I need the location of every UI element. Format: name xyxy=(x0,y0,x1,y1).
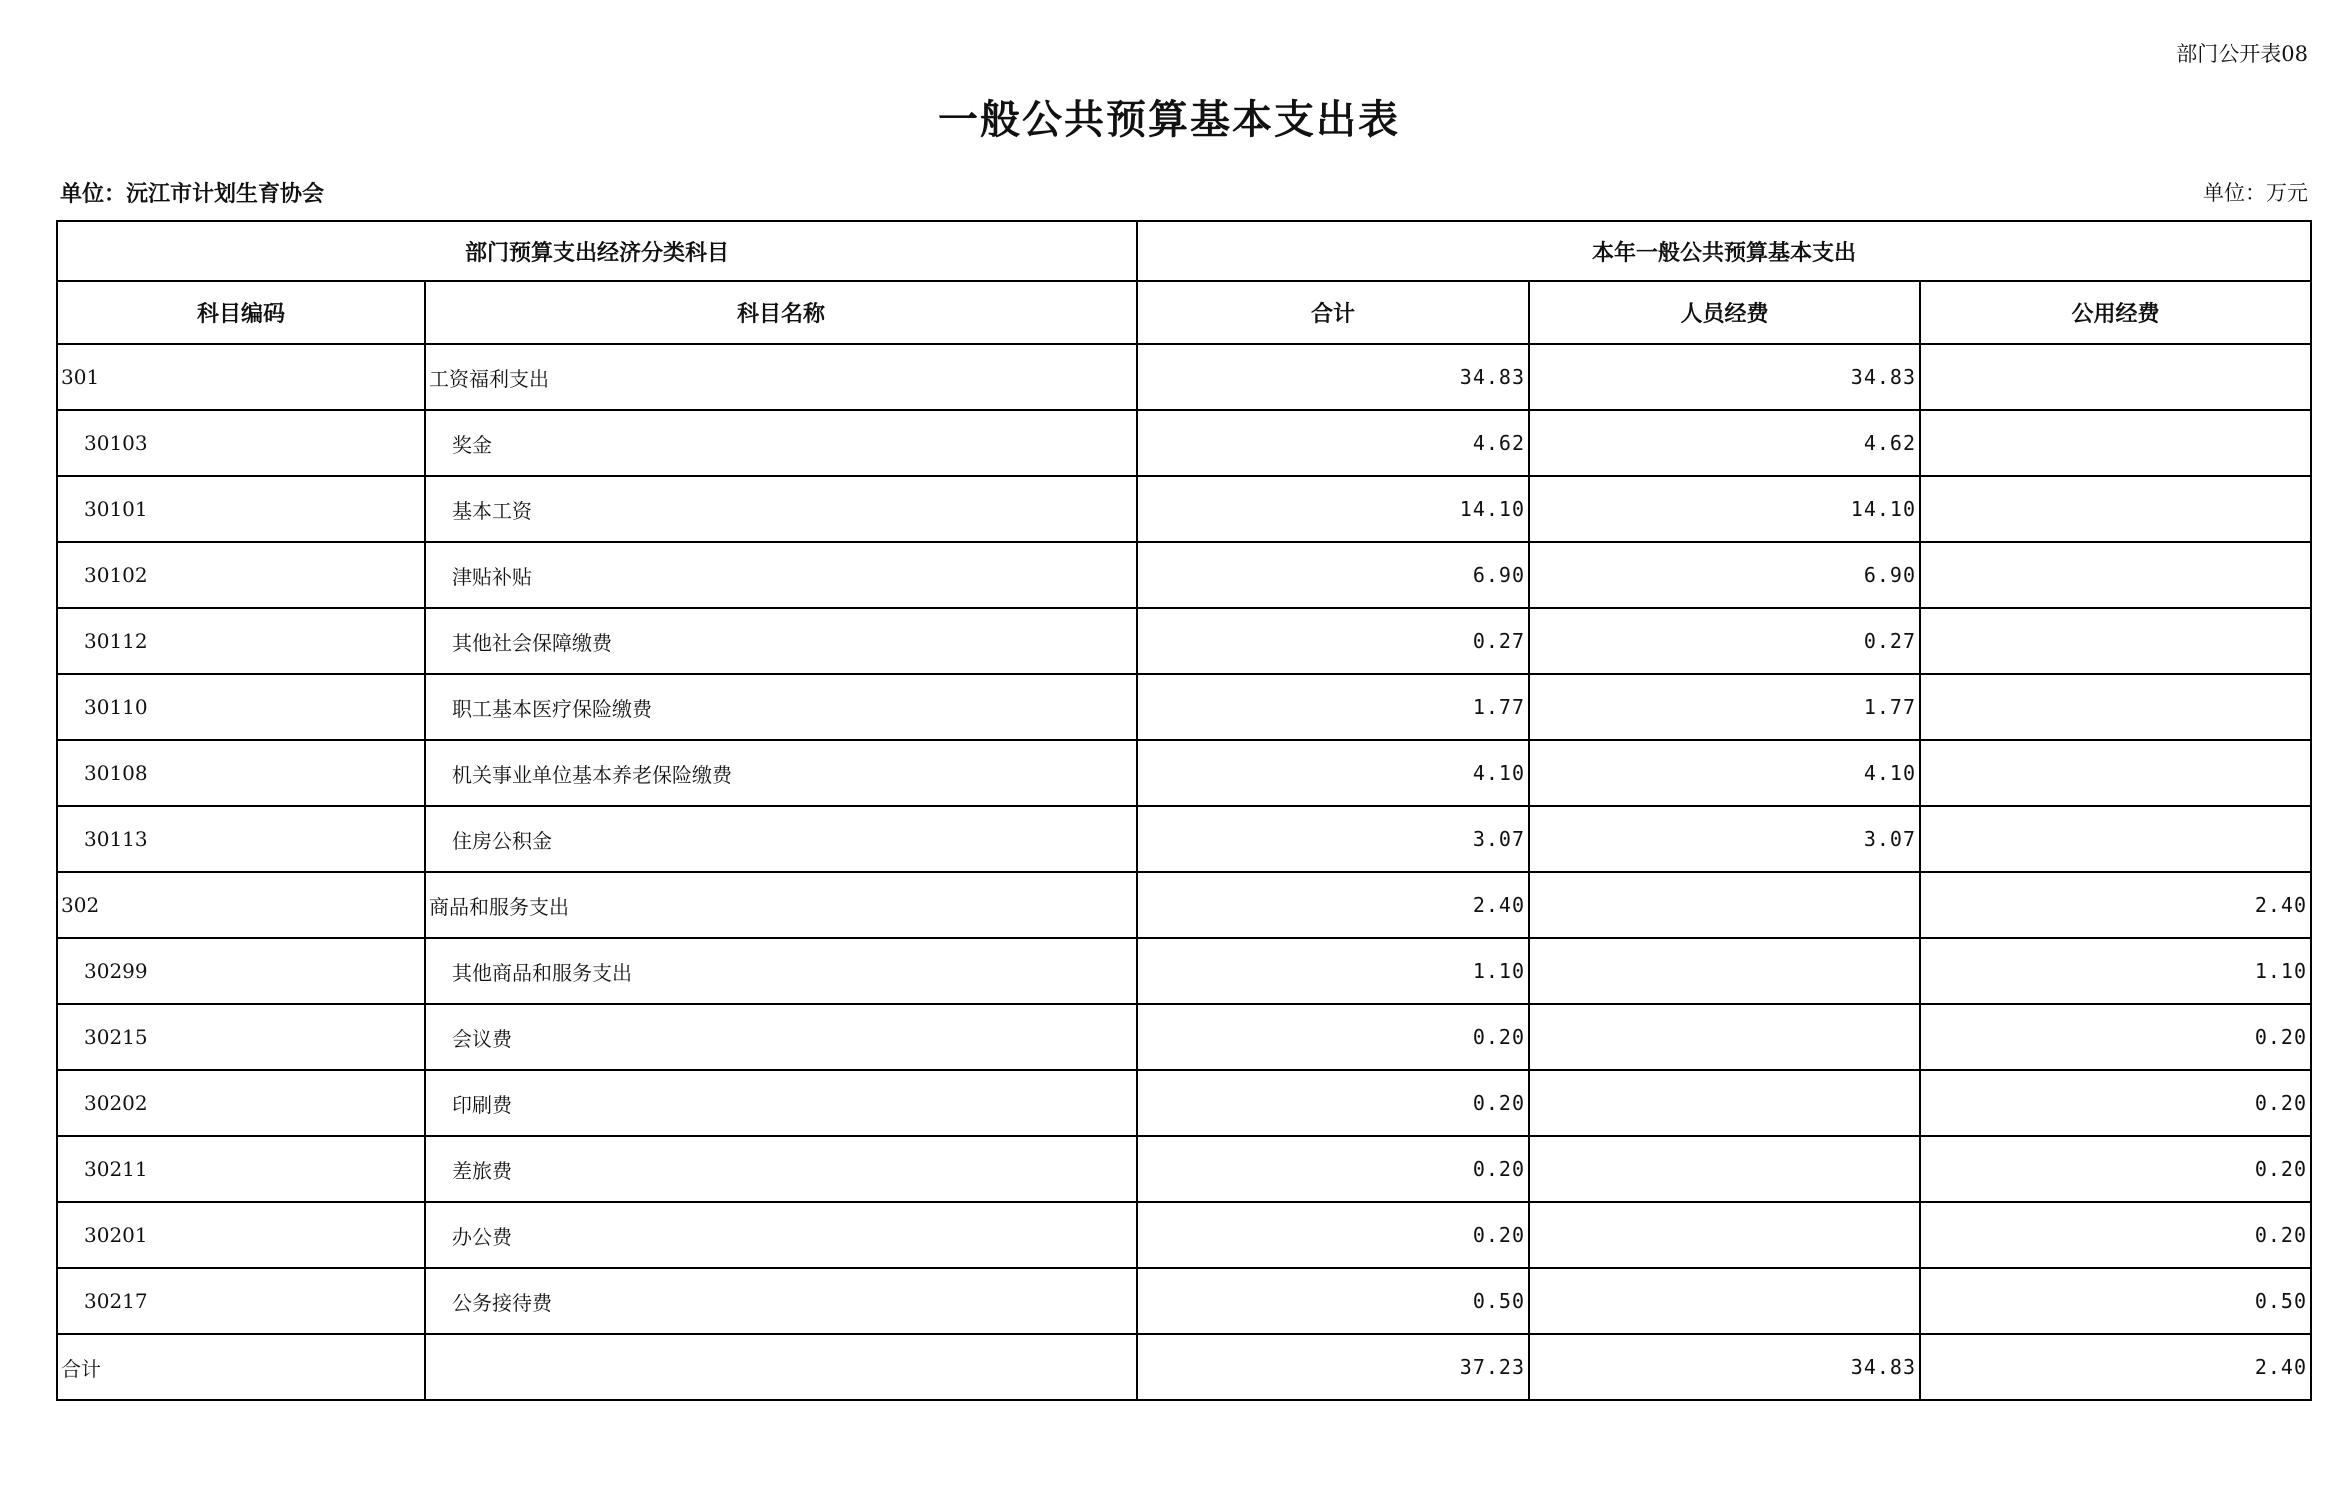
public-cell: 0.20 xyxy=(1920,1202,2311,1268)
name-cell: 印刷费 xyxy=(425,1070,1137,1136)
name-cell: 津贴补贴 xyxy=(425,542,1137,608)
code-cell: 30101 xyxy=(57,476,425,542)
code-cell: 30112 xyxy=(57,608,425,674)
code-cell: 合计 xyxy=(57,1334,425,1400)
column-header-personnel: 人员经费 xyxy=(1529,281,1920,344)
column-header-code: 科目编码 xyxy=(57,281,425,344)
table-row xyxy=(57,806,2311,872)
code-cell: 30113 xyxy=(57,806,425,872)
personnel-cell xyxy=(1529,1202,1920,1268)
total-cell: 0.50 xyxy=(1137,1268,1529,1334)
code-cell: 30110 xyxy=(57,674,425,740)
name-cell: 其他商品和服务支出 xyxy=(425,938,1137,1004)
table-row xyxy=(57,1334,2311,1400)
public-cell xyxy=(1920,806,2311,872)
public-cell xyxy=(1920,476,2311,542)
total-cell: 6.90 xyxy=(1137,542,1529,608)
public-cell: 1.10 xyxy=(1920,938,2311,1004)
name-cell: 住房公积金 xyxy=(425,806,1137,872)
name-cell: 公务接待费 xyxy=(425,1268,1137,1334)
table-row xyxy=(57,1136,2311,1202)
table-row xyxy=(57,608,2311,674)
public-cell xyxy=(1920,410,2311,476)
code-cell: 30201 xyxy=(57,1202,425,1268)
table-row xyxy=(57,674,2311,740)
page-title: 一般公共预算基本支出表 xyxy=(938,97,1400,143)
code-cell: 30217 xyxy=(57,1268,425,1334)
table-row xyxy=(57,1268,2311,1334)
unit-currency: 单位：万元 xyxy=(2203,181,2308,205)
personnel-cell: 3.07 xyxy=(1529,806,1920,872)
public-cell: 2.40 xyxy=(1920,872,2311,938)
table-row xyxy=(57,344,2311,410)
total-cell: 0.20 xyxy=(1137,1202,1529,1268)
public-cell: 0.20 xyxy=(1920,1004,2311,1070)
table-row xyxy=(57,1202,2311,1268)
public-cell: 0.50 xyxy=(1920,1268,2311,1334)
budget-table xyxy=(56,220,2312,1401)
name-cell: 职工基本医疗保险缴费 xyxy=(425,674,1137,740)
public-cell: 0.20 xyxy=(1920,1070,2311,1136)
total-cell: 1.77 xyxy=(1137,674,1529,740)
code-cell: 301 xyxy=(57,344,425,410)
table-row xyxy=(57,938,2311,1004)
public-cell xyxy=(1920,344,2311,410)
total-cell: 0.20 xyxy=(1137,1136,1529,1202)
personnel-cell xyxy=(1529,872,1920,938)
personnel-cell: 1.77 xyxy=(1529,674,1920,740)
public-cell xyxy=(1920,542,2311,608)
public-cell xyxy=(1920,608,2311,674)
total-cell: 1.10 xyxy=(1137,938,1529,1004)
total-cell: 34.83 xyxy=(1137,344,1529,410)
group-header-basic-expenditure: 本年一般公共预算基本支出 xyxy=(1137,221,2311,281)
personnel-cell xyxy=(1529,1268,1920,1334)
name-cell: 工资福利支出 xyxy=(425,344,1137,410)
public-cell: 2.40 xyxy=(1920,1334,2311,1400)
code-cell: 30102 xyxy=(57,542,425,608)
public-cell xyxy=(1920,740,2311,806)
personnel-cell: 4.10 xyxy=(1529,740,1920,806)
code-cell: 30215 xyxy=(57,1004,425,1070)
name-cell: 会议费 xyxy=(425,1004,1137,1070)
table-row xyxy=(57,872,2311,938)
column-header-public: 公用经费 xyxy=(1920,281,2311,344)
table-row xyxy=(57,740,2311,806)
name-cell: 差旅费 xyxy=(425,1136,1137,1202)
personnel-cell: 4.62 xyxy=(1529,410,1920,476)
personnel-cell: 6.90 xyxy=(1529,542,1920,608)
total-cell: 0.20 xyxy=(1137,1004,1529,1070)
public-cell xyxy=(1920,674,2311,740)
column-header-row xyxy=(57,281,2311,344)
name-cell: 机关事业单位基本养老保险缴费 xyxy=(425,740,1137,806)
table-row xyxy=(57,1004,2311,1070)
personnel-cell xyxy=(1529,1136,1920,1202)
name-cell xyxy=(425,1334,1137,1400)
code-cell: 30202 xyxy=(57,1070,425,1136)
column-header-name: 科目名称 xyxy=(425,281,1137,344)
total-cell: 0.20 xyxy=(1137,1070,1529,1136)
name-cell: 其他社会保障缴费 xyxy=(425,608,1137,674)
personnel-cell xyxy=(1529,1004,1920,1070)
total-cell: 37.23 xyxy=(1137,1334,1529,1400)
name-cell: 办公费 xyxy=(425,1202,1137,1268)
column-header-total: 合计 xyxy=(1137,281,1529,344)
personnel-cell: 34.83 xyxy=(1529,1334,1920,1400)
group-header-row xyxy=(57,221,2311,281)
table-row xyxy=(57,542,2311,608)
total-cell: 4.10 xyxy=(1137,740,1529,806)
total-cell: 0.27 xyxy=(1137,608,1529,674)
code-cell: 302 xyxy=(57,872,425,938)
table-row xyxy=(57,410,2311,476)
total-cell: 2.40 xyxy=(1137,872,1529,938)
unit-organization: 单位：沅江市计划生育协会 xyxy=(60,182,325,207)
name-cell: 奖金 xyxy=(425,410,1137,476)
name-cell: 基本工资 xyxy=(425,476,1137,542)
code-cell: 30211 xyxy=(57,1136,425,1202)
form-number: 部门公开表08 xyxy=(2176,42,2308,66)
group-header-classification: 部门预算支出经济分类科目 xyxy=(57,221,1137,281)
code-cell: 30299 xyxy=(57,938,425,1004)
personnel-cell: 0.27 xyxy=(1529,608,1920,674)
personnel-cell xyxy=(1529,1070,1920,1136)
personnel-cell: 34.83 xyxy=(1529,344,1920,410)
name-cell: 商品和服务支出 xyxy=(425,872,1137,938)
table-row xyxy=(57,476,2311,542)
code-cell: 30108 xyxy=(57,740,425,806)
table-row xyxy=(57,1070,2311,1136)
total-cell: 4.62 xyxy=(1137,410,1529,476)
total-cell: 14.10 xyxy=(1137,476,1529,542)
public-cell: 0.20 xyxy=(1920,1136,2311,1202)
personnel-cell: 14.10 xyxy=(1529,476,1920,542)
personnel-cell xyxy=(1529,938,1920,1004)
code-cell: 30103 xyxy=(57,410,425,476)
total-cell: 3.07 xyxy=(1137,806,1529,872)
